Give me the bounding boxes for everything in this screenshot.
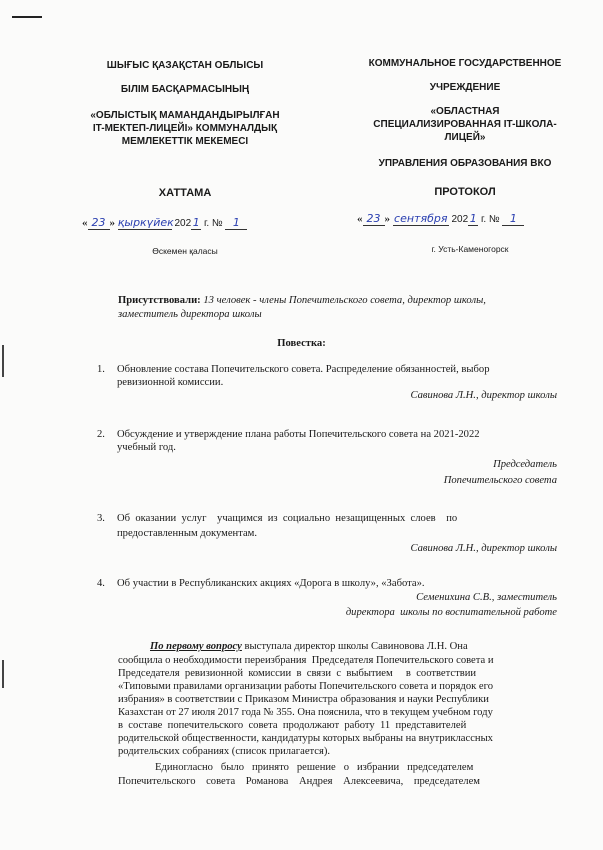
discussion-lead: По первому вопросу	[150, 641, 242, 652]
left-header-line: ШЫҒЫС ҚАЗАҚСТАН ОБЛЫСЫ	[106, 60, 264, 71]
agenda-title: Повестка:	[277, 338, 326, 349]
decision-line: Попечительского совета Романова Андрея Алексеевича, председателем	[118, 776, 480, 787]
date-number-label: г. №	[480, 214, 500, 225]
agenda-responsible: Попечительского совета	[443, 475, 557, 486]
agenda-text: предоставленным документам.	[117, 528, 258, 539]
left-date-line	[82, 216, 247, 230]
left-doc-type: ХАТТАМА	[158, 187, 212, 199]
agenda-text: Об участии в Республиканских акциях «Дорога в школу», «Забота».	[117, 578, 425, 589]
discussion-line: «Типовыми правилами организации работы Попечительского совета и порядок его	[118, 681, 493, 692]
right-header-line: «ОБЛАСТНАЯ	[430, 106, 500, 117]
agenda-number: 1.	[97, 364, 105, 375]
agenda-text: учебный год.	[117, 442, 176, 453]
agenda-responsible: Семенихина С.В., заместитель	[416, 592, 557, 603]
right-header-line: СПЕЦИАЛИЗИРОВАННАЯ IT-ШКОЛА-	[373, 119, 557, 130]
left-header-line: IT-МЕКТЕП-ЛИЦЕЙІ» КОММУНАЛДЫҚ	[92, 123, 278, 134]
agenda-responsible: Савинова Л.Н., директор школы	[410, 543, 557, 554]
discussion-line: родительской общественности, кандидатуры которых выбраны на внутриклассных	[118, 733, 493, 744]
date-month-handwritten: қыркүйек	[117, 216, 174, 229]
agenda-number: 2.	[97, 429, 105, 440]
agenda-number: 3.	[97, 513, 105, 524]
left-header-line: МЕМЛЕКЕТТІК МЕКЕМЕСІ	[121, 136, 249, 147]
right-header-line: УПРАВЛЕНИЯ ОБРАЗОВАНИЯ ВКО	[378, 158, 552, 169]
agenda-text: Обновление состава Попечительского совета. Распределение обязанностей, выбор	[117, 364, 490, 375]
left-city: Өскемен қаласы	[152, 246, 218, 256]
date-year: 202	[174, 218, 192, 229]
date-day-handwritten: 23	[363, 212, 385, 226]
date-quote: »	[384, 213, 390, 225]
agenda-responsible: директора школы по воспитательной работе	[345, 607, 557, 618]
right-header-line: ЛИЦЕЙ»	[444, 132, 486, 143]
right-date-line	[357, 212, 524, 226]
discussion-line: родительских собраниях (список прилагается).	[118, 746, 331, 757]
date-quote: »	[109, 217, 115, 229]
date-year: 202	[451, 214, 469, 225]
date-number-handwritten: 1	[502, 212, 524, 226]
discussion-text: выступала директор школы Савиновова Л.Н. Она	[241, 641, 468, 652]
scan-edge-mark	[2, 660, 4, 688]
date-quote: «	[82, 217, 88, 229]
decision-line: Единогласно было принято решение о избрании председателем	[155, 762, 474, 773]
discussion-line: сообщила о необходимости переизбрания Председателя Попечительского совета и	[118, 655, 494, 666]
discussion-line	[150, 641, 468, 654]
date-number-label: г. №	[203, 218, 223, 229]
date-month-handwritten: сентября	[394, 212, 448, 225]
discussion-line: Председателя ревизионной комиссии в связи с выбытием в соответствии	[118, 668, 477, 679]
right-doc-type: ПРОТОКОЛ	[434, 186, 496, 198]
agenda-number: 4.	[97, 578, 105, 589]
discussion-line: избрания» в соответствии с Приказом Министра образования и науки Республики	[118, 694, 489, 705]
right-header-line: КОММУНАЛЬНОЕ ГОСУДАРСТВЕННОЕ	[368, 58, 562, 69]
agenda-text: ревизионной комиссии.	[117, 377, 224, 388]
present-text: заместитель директора школы	[118, 309, 262, 320]
right-city: г. Усть-Каменогорск	[431, 244, 509, 254]
discussion-line: в составе попечительского совета продолжают работу 11 представителей	[118, 720, 467, 731]
agenda-responsible: Председатель	[493, 459, 557, 470]
agenda-responsible: Савинова Л.Н., директор школы	[410, 390, 557, 401]
date-number-handwritten: 1	[225, 216, 247, 230]
left-header-line: «ОБЛЫСТЫҚ МАМАНДАНДЫРЫЛҒАН	[90, 110, 280, 121]
date-year-handwritten: 1	[469, 212, 477, 225]
scan-mark	[12, 16, 42, 18]
right-header-line: УЧРЕЖДЕНИЕ	[429, 82, 501, 93]
present-text: 13 человек - члены Попечительского совета, директор школы,	[200, 295, 486, 306]
date-quote: «	[357, 213, 363, 225]
agenda-text: Обсуждение и утверждение плана работы Попечительского совета на 2021-2022	[117, 429, 480, 440]
present-line	[118, 295, 486, 308]
present-label: Присутствовали:	[118, 295, 201, 306]
agenda-text: Об оказании услуг учащимся из социально незащищенных слоев по	[117, 513, 458, 524]
date-day-handwritten: 23	[88, 216, 110, 230]
discussion-line: Казахстан от 27 июля 2017 года № 355. Она пояснила, что в текущем учебном году	[118, 707, 493, 718]
left-header-line: БІЛІМ БАСҚАРМАСЫНЫҢ	[120, 84, 250, 95]
date-year-handwritten: 1	[192, 216, 200, 229]
